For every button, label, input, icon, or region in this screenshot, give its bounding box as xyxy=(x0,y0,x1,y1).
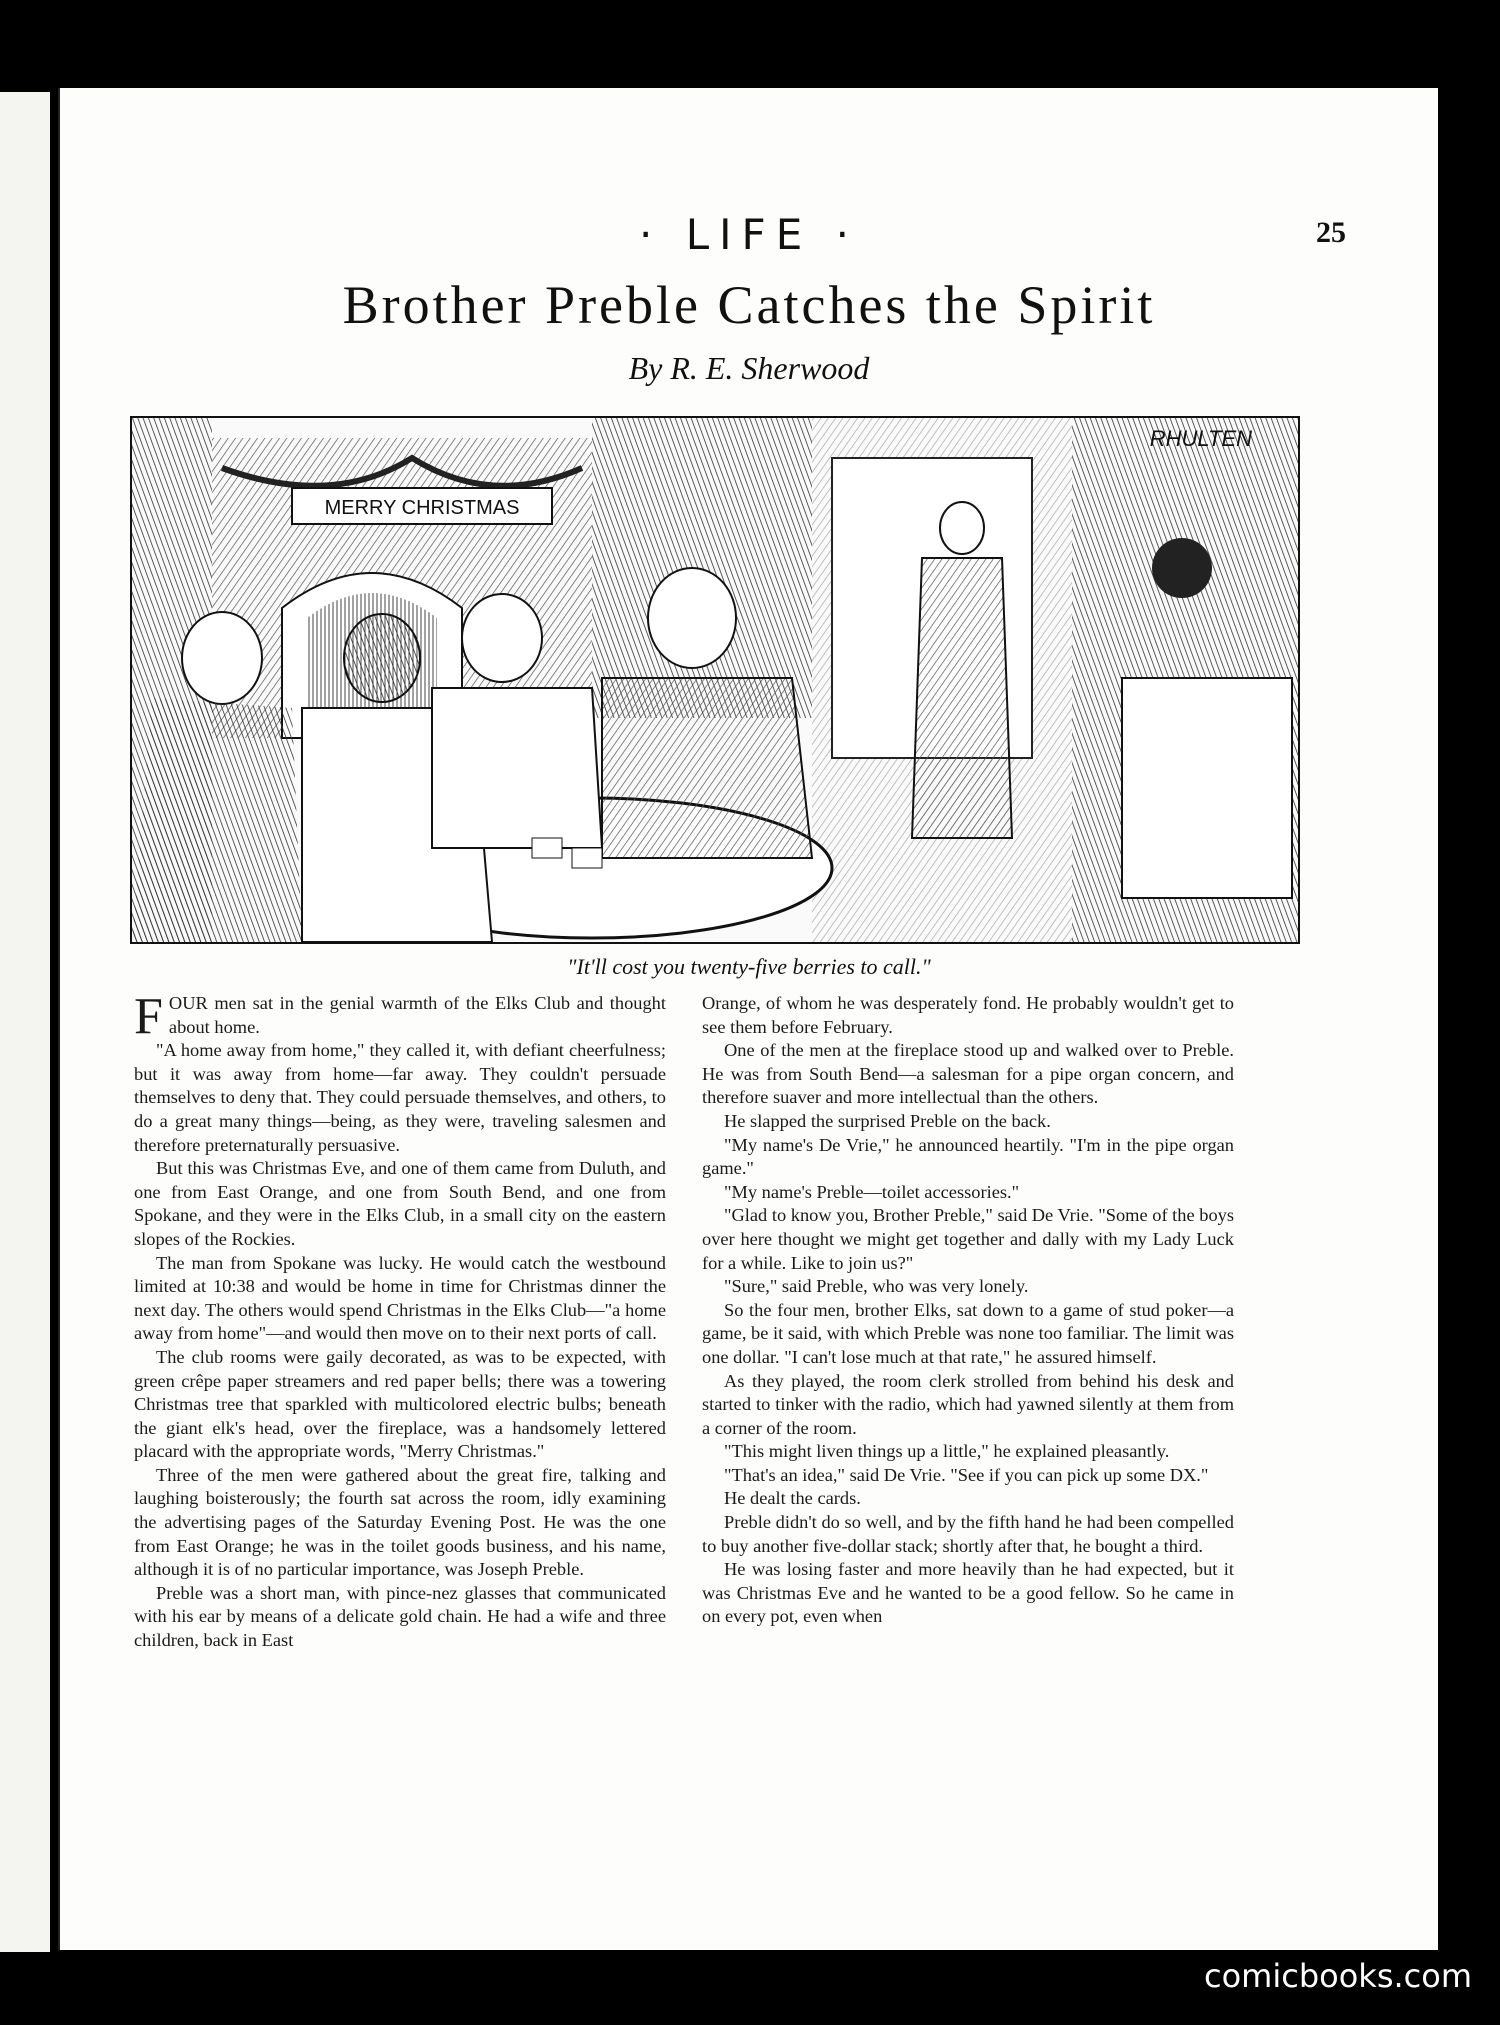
player-center xyxy=(462,594,542,682)
paragraph-text: "My name's De Vrie," he announced heartily. "I'm in the pipe organ game." xyxy=(702,1134,1234,1179)
paragraph xyxy=(134,988,666,1045)
player-back xyxy=(344,614,420,702)
illustration xyxy=(130,416,1300,944)
paragraph xyxy=(702,1487,1234,1511)
paragraph-text: He dealt the cards. xyxy=(724,1488,861,1509)
paragraph xyxy=(702,1134,1234,1181)
article-title: Brother Preble Catches the Spirit xyxy=(342,275,1156,335)
paragraph xyxy=(134,1346,666,1464)
byline: By R. E. Sherwood xyxy=(628,350,870,386)
paragraph xyxy=(702,1204,1234,1275)
paragraph xyxy=(702,1370,1234,1441)
drop-cap: F xyxy=(134,988,163,1045)
player-preble xyxy=(648,568,736,668)
paragraph-text: "That's an idea," said De Vrie. "See if you can pick up some DX." xyxy=(724,1464,1209,1485)
paragraph xyxy=(134,1252,666,1346)
paragraph-text: "Sure," said Preble, who was very lonely. xyxy=(724,1276,1029,1297)
magazine-page xyxy=(58,88,1438,1950)
paragraph-text: Orange, of whom he was desperately fond. He probably wouldn't get to see them before February. xyxy=(702,993,1234,1037)
masthead: · LIFE · xyxy=(639,210,859,259)
paragraph xyxy=(702,1299,1234,1370)
paragraph xyxy=(702,1110,1234,1134)
paragraph-text: As they played, the room clerk strolled from behind his desk and started to tinker with the radio, which had yawned silently at them from a corner of the room. xyxy=(702,1370,1234,1438)
paragraph-text: The man from Spokane was lucky. He would catch the westbound limited at 10:38 and would be home in time for Christmas dinner the next day. The others would spend Christmas in the Elks Club—"a home away from home"—and would then move on to their next ports of call. xyxy=(134,1252,666,1344)
paragraph xyxy=(702,1558,1234,1629)
paragraph-text: "This might liven things up a little," he explained pleasantly. xyxy=(724,1441,1170,1462)
artist-signature: RHULTEN xyxy=(1149,426,1252,451)
article-column-left xyxy=(134,988,666,1653)
watermark: comicbooks.com xyxy=(1203,1957,1472,1995)
banner-text: MERRY CHRISTMAS xyxy=(324,497,520,519)
paragraph xyxy=(702,1181,1234,1205)
paragraph-text: Preble didn't do so well, and by the fifth hand he had been compelled to buy another five-dollar stack; shortly after that, he bought a third. xyxy=(702,1512,1234,1556)
paragraph xyxy=(134,1582,666,1653)
paragraph xyxy=(702,1464,1234,1488)
paragraph-text: One of the men at the fireplace stood up and walked over to Preble. He was from South Bend—a salesman for a pipe organ concern, and therefore suaver and more intellectual than the others. xyxy=(702,1040,1234,1108)
paragraph-text: Preble was a short man, with pince-nez glasses that communicated with his ear by means of a delicate gold chain. He had a wife and three children, back in East xyxy=(134,1582,666,1651)
paragraph xyxy=(134,1464,666,1582)
player-left xyxy=(182,612,262,704)
paragraph-text: OUR men sat in the genial warmth of the Elks Club and thought about home. xyxy=(168,993,666,1037)
paragraph-text: "Glad to know you, Brother Preble," said De Vrie. "Some of the boys over here thought we might get together and dally with my Lady Luck for a while. Like to join us?" xyxy=(702,1205,1234,1273)
page-number: 25 xyxy=(1316,216,1346,249)
paragraph xyxy=(702,1440,1234,1464)
facing-page-edge xyxy=(0,92,55,1952)
paragraph xyxy=(702,992,1234,1039)
paragraph-text: So the four men, brother Elks, sat down to a game of stud poker—a game, be it said, with which Preble was none too familiar. The limit was one dollar. "I can't lose much at that rate," he assured himself. xyxy=(702,1299,1234,1367)
paragraph-text: "A home away from home," they called it, with defiant cheerfulness; but it was away from home—far away. They couldn't persuade themselves to deny that. They could persuade themselves, and others, to do a great many things—being, as they were, traveling salesmen and therefore preternaturally persuasive. xyxy=(134,1040,666,1155)
paragraph-text: Three of the men were gathered about the great fire, talking and laughing boisterously; the fourth sat across the room, idly examining the advertising pages of the Saturday Evening Post. He was the one from East Orange; he was in the toilet goods business, and his name, although it is of no particular importance, was Joseph Preble. xyxy=(134,1464,666,1580)
paragraph-text: He slapped the surprised Preble on the back. xyxy=(724,1110,1051,1131)
bookshelf xyxy=(592,418,812,718)
standing-man xyxy=(940,502,984,554)
paragraph xyxy=(702,1039,1234,1110)
radio-horn xyxy=(1152,538,1212,598)
paragraph xyxy=(134,1039,666,1157)
paragraph xyxy=(702,1511,1234,1558)
paragraph-text: The club rooms were gaily decorated, as was to be expected, with green crêpe paper streamers and red paper bells; there was a towering Christmas tree that sparkled with multicolored electric bulbs; beneath the giant elk's head, over the fireplace, was a handsomely lettered placard with the appropriate words, "Merry Christmas." xyxy=(134,1346,666,1462)
illustration-drawing xyxy=(132,418,1298,942)
paragraph-text: "My name's Preble—toilet accessories." xyxy=(724,1181,1020,1202)
paragraph-text: But this was Christmas Eve, and one of them came from Duluth, and one from East Orange, and one from South Bend, and one from Spokane, and they were in the Elks Club, in a small city on the eastern slopes of the Rockies. xyxy=(134,1158,666,1249)
illustration-caption: "It'll cost you twenty-five berries to call." xyxy=(567,954,931,979)
paragraph xyxy=(134,1157,666,1251)
paragraph xyxy=(702,1275,1234,1299)
article-column-right xyxy=(702,992,1234,1629)
paragraph-text: He was losing faster and more heavily than he had expected, but it was Christmas Eve and he wanted to be a good fellow. So he came in on every pot, even when xyxy=(702,1559,1234,1627)
